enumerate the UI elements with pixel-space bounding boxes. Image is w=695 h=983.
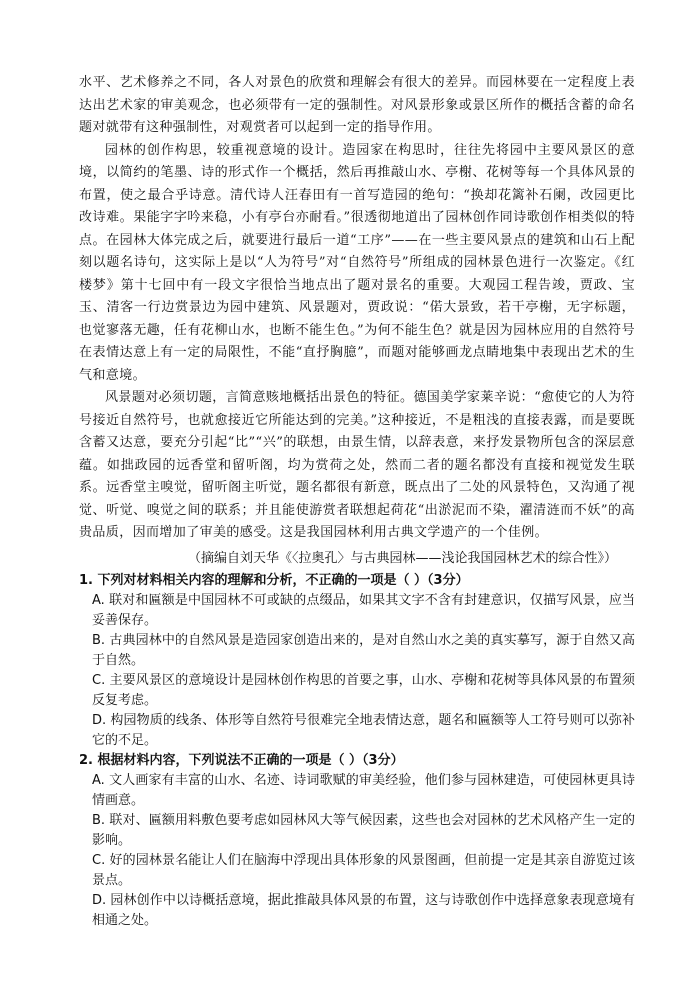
question-2-points: （3分） bbox=[362, 752, 404, 768]
question-2-option-a: A. 文人画家有丰富的山水、名迹、诗词歌赋的审美经验，他们参与园林建造，可使园林更具诗情画意。 bbox=[92, 772, 635, 808]
passage-source: （摘编自刘天华《〈拉奥孔〉与古典园林——浅论我国园林艺术的综合性》） bbox=[187, 550, 617, 566]
question-1 bbox=[79, 571, 635, 751]
passage-paragraph-1: 水平、艺术修养之不同，各人对景色的欣赏和理解会有很大的差异。而园林要在一定程度上表达出艺术家的审美观念，也必须带有一定的强制性。对风景形象或景区所作的概括含蓄的命名题对就带有这种强制性，对观赏者可以起到一定的指导作用。 bbox=[79, 75, 635, 135]
passage-paragraph-3: 风景题对必须切题，言简意赅地概括出景色的特征。德国美学家莱辛说：“愈使它的人为符号接近自然符号，也就愈接近它所能达到的完美。”这种接近，不是粗浅的直接表露，而是要既含蓄又达意，要充分引起“比”“兴”的联想，由景生情，以辞表意，来抒发景物所包含的深层意蕴。如拙政园的远香堂和留听阁，均为赏荷之处，然而二者的题名都没有直接和视觉发生联系。远香堂主嗅觉，留听阁主听觉，题名都很有新意，既点出了二处的风景特色，又沟通了视觉、听觉、嗅觉之间的联系；并且能使游赏者联想起荷花“出淤泥而不染，濯清涟而不妖”的高贵品质，因而增加了审美的感受。这是我国园林利用古典文学遗产的一个佳例。 bbox=[79, 390, 635, 540]
question-2-option-b: B. 联对、匾额用料敷色要考虑如园林风大等气候因素，这些也会对园林的艺术风格产生一定的影响。 bbox=[92, 812, 635, 848]
question-1-option-b: B. 古典园林中的自然风景是造园家创造出来的，是对自然山水之美的真实摹写，源于自然又高于自然。 bbox=[92, 632, 635, 668]
question-1-stem bbox=[79, 571, 635, 591]
question-1-points: （3分） bbox=[427, 572, 469, 588]
question-1-option-a: A. 联对和匾额是中国园林不可或缺的点缀品，如果其文字不含有封建意识，仅描写风景，应当妥善保存。 bbox=[92, 592, 635, 628]
question-1-option-d: D. 构园物质的线条、体形等自然符号很难完全地表情达意，题名和匾额等人工符号则可以弥补它的不足。 bbox=[92, 712, 635, 748]
question-1-option-c: C. 主要风景区的意境设计是园林创作构思的首要之事，山水、亭榭和花树等具体风景的布置须反复考虑。 bbox=[92, 672, 635, 708]
question-2-option-c: C. 好的园林景名能让人们在脑海中浮现出具体形象的风景图画，但前提一定是其亲自游览过该景点。 bbox=[92, 852, 635, 888]
reading-passage bbox=[79, 72, 635, 545]
question-1-text: 1. 下列对材料相关内容的理解和分析，不正确的一项是（ ） bbox=[79, 572, 428, 588]
question-2-stem bbox=[79, 751, 635, 771]
question-2-option-d: D. 园林创作中以诗概括意境，据此推敲具体风景的布置，这与诗歌创作中选择意象表现意境有相通之处。 bbox=[92, 892, 635, 928]
question-2 bbox=[79, 751, 635, 931]
passage-paragraph-2: 园林的创作构思，较重视意境的设计。造园家在构思时，往往先将园中主要风景区的意境，以简约的笔墨、诗的形式作一个概括，然后再推敲山水、亭榭、花树等每一个具体风景的布置，使之最合乎诗意。清代诗人汪春田有一首写造园的绝句：“换却花篱补石阑，改园更比改诗难。果能字字吟来稳，小有亭台亦耐看。”很透彻地道出了园林创作同诗歌创作相类似的特点。在园林大体完成之后，就要进行最后一道“工序”——在一些主要风景点的建筑和山石上配刻以题名诗句，这实际上是以“人为符号”对“自然符号”所组成的园林景色进行一次鉴定。《红楼梦》第十七回中有一段文字很恰当地点出了题对景名的重要。大观园工程告竣，贾政、宝玉、清客一行边赏景边为园中建筑、风景题对，贾政说：“偌大景致，若干亭榭，无字标题，也觉寥落无趣，任有花柳山水，也断不能生色。”为何不能生色？就是因为园林应用的自然符号在表情达意上有一定的局限性，不能“直抒胸臆”，而题对能够画龙点睛地集中表现出艺术的生气和意境。 bbox=[79, 142, 635, 383]
question-2-text: 2. 根据材料内容，下列说法不正确的一项是（ ） bbox=[79, 752, 363, 768]
